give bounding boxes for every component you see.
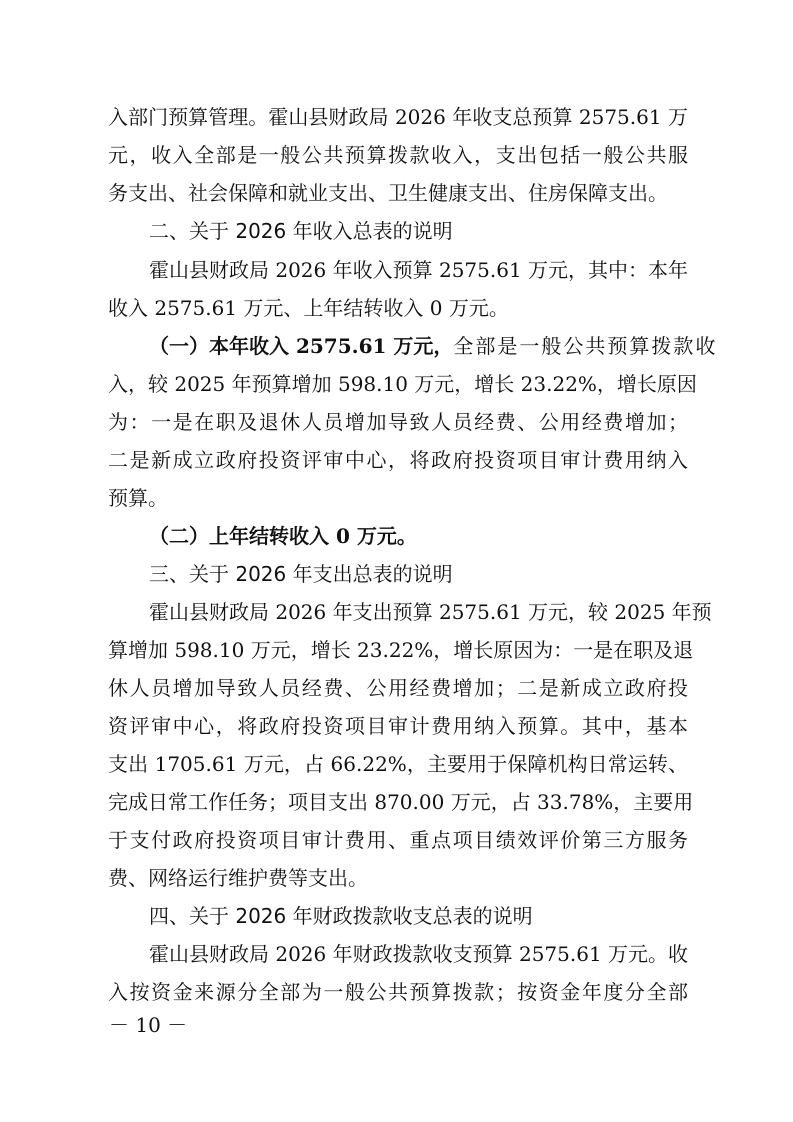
- paragraph-line: 为：一是在职及退休人员增加导致人员经费、公用经费增加；: [108, 410, 688, 434]
- subsection-lead: （一）本年收入 2575.61 万元，: [149, 334, 454, 358]
- paragraph-line: 算增加 598.10 万元，增长 23.22%，增长原因为：一是在职及退: [108, 638, 694, 662]
- paragraph-line: 支出 1705.61 万元，占 66.22%，主要用于保障机构日常运转、: [108, 752, 688, 776]
- paragraph-line: 完成日常工作任务；项目支出 870.00 万元，占 33.78%，主要用: [108, 790, 694, 814]
- paragraph-line: 霍山县财政局 2026 年财政拨款收支预算 2575.61 万元。收: [149, 942, 689, 966]
- subsection-line: （二）上年结转收入 0 万元。: [149, 524, 417, 548]
- paragraph-line: 霍山县财政局 2026 年支出预算 2575.61 万元，较 2025 年预: [149, 600, 712, 624]
- paragraph-line: 霍山县财政局 2026 年收入预算 2575.61 万元，其中：本年: [149, 258, 689, 282]
- section-heading: 三、关于 2026 年支出总表的说明: [149, 562, 453, 586]
- subsection-text: 全部是一般公共预算拨款收: [453, 334, 718, 358]
- paragraph-line: 入按资金来源分全部为一般公共预算拨款；按资金年度分全部: [108, 980, 688, 1004]
- paragraph-line: 收入 2575.61 万元、上年结转收入 0 万元。: [108, 296, 509, 320]
- paragraph-line: 资评审中心，将政府投资项目审计费用纳入预算。其中，基本: [108, 714, 688, 738]
- paragraph-line: 二是新成立政府投资评审中心，将政府投资项目审计费用纳入: [108, 448, 688, 472]
- paragraph-line: 入，较 2025 年预算增加 598.10 万元，增长 23.22%，增长原因: [108, 372, 697, 396]
- paragraph-line: 费、网络运行维护费等支出。: [108, 866, 368, 890]
- subsection-line: [149, 327, 718, 365]
- paragraph-line: 于支付政府投资项目审计费用、重点项目绩效评价第三方服务: [108, 828, 688, 852]
- section-heading: 四、关于 2026 年财政拨款收支总表的说明: [149, 904, 533, 928]
- paragraph-line: 预算。: [108, 486, 168, 510]
- page-number: － 10 －: [109, 1013, 188, 1037]
- paragraph-line: 入部门预算管理。霍山县财政局 2026 年收支总预算 2575.61 万: [108, 105, 688, 129]
- paragraph-line: 务支出、社会保障和就业支出、卫生健康支出、住房保障支出。: [108, 181, 668, 205]
- section-heading: 二、关于 2026 年收入总表的说明: [149, 219, 453, 243]
- paragraph-line: 元，收入全部是一般公共预算拨款收入，支出包括一般公共服: [108, 143, 688, 167]
- paragraph-line: 休人员增加导致人员经费、公用经费增加；二是新成立政府投: [108, 676, 688, 700]
